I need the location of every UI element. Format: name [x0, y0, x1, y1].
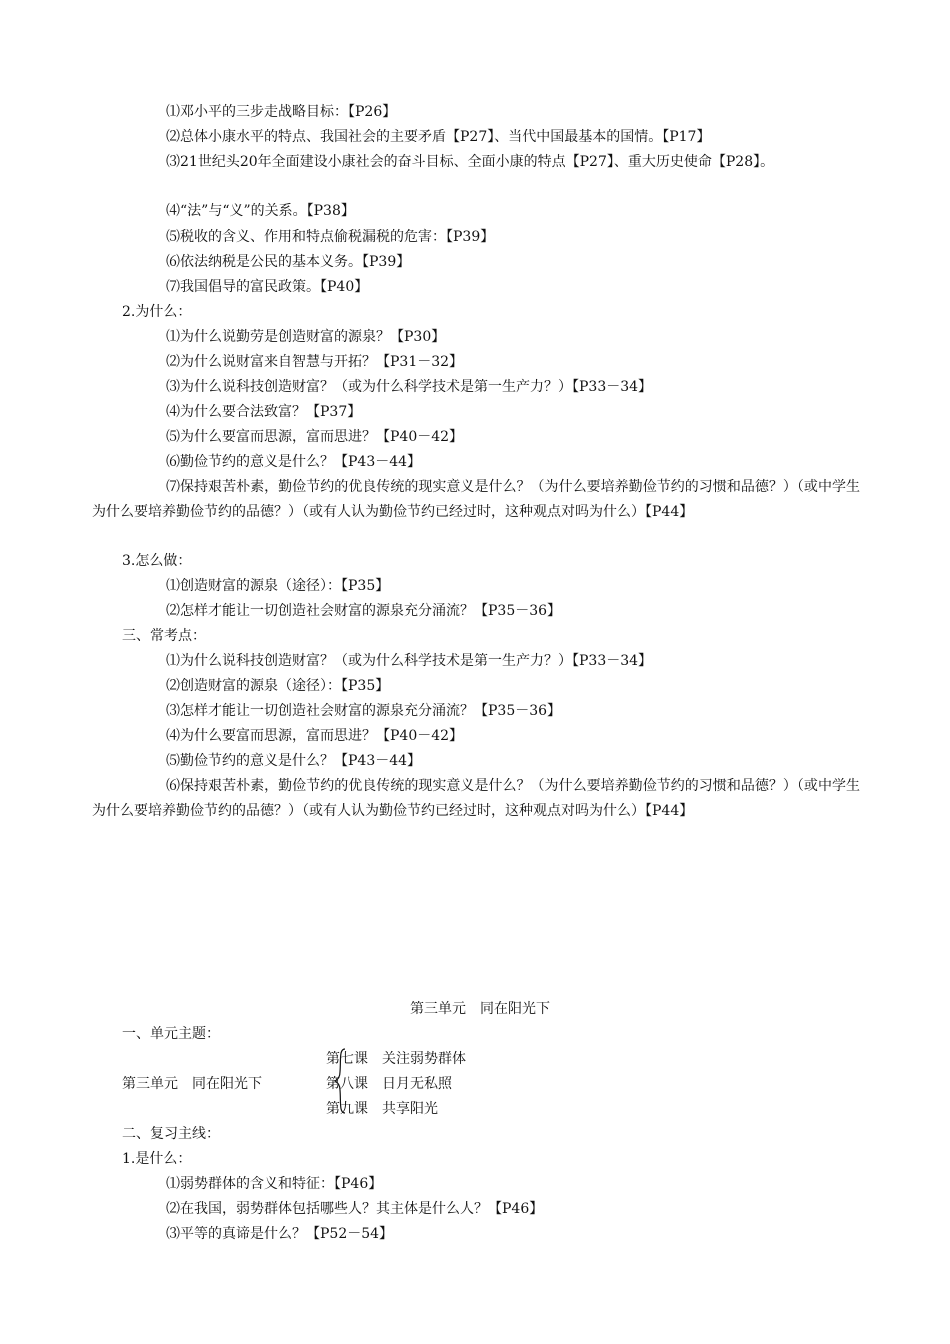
lesson-item: 第七课 关注弱势群体 [326, 1051, 466, 1067]
list-item: ⑵为什么说财富来自智慧与开拓？【P31－32】 [166, 354, 464, 370]
list-item: ⑵在我国，弱势群体包括哪些人？其主体是什么人？【P46】 [166, 1201, 544, 1217]
theme-heading: 一、单元主题： [122, 1026, 220, 1042]
review-heading: 二、复习主线： [122, 1126, 220, 1142]
list-item: ⑴为什么说勤劳是创造财富的源泉？【P30】 [166, 329, 446, 345]
list-item: ⑹依法纳税是公民的基本义务。【P39】 [166, 254, 411, 270]
unit-label: 第三单元 同在阳光下 [122, 1076, 262, 1092]
list-item: ⑴创造财富的源泉（途径）：【P35】 [166, 578, 390, 594]
list-item: ⑵怎样才能让一切创造社会财富的源泉充分涌流？【P35－36】 [166, 603, 562, 619]
list-item: ⑺保持艰苦朴素，勤俭节约的优良传统的现实意义是什么？（为什么要培养勤俭节约的习惯和品德？）（或中学生为什么要培养勤俭节约的品德？）（或有人认为勤俭节约已经过时，这种观点对吗为什么）【P44】 [92, 479, 860, 520]
list-item: ⑴邓小平的三步走战略目标：【P26】 [166, 104, 397, 120]
lesson-item: 第八课 日月无私照 [326, 1076, 452, 1092]
list-item: ⑸勤俭节约的意义是什么？【P43－44】 [166, 753, 422, 769]
list-item: ⑶21世纪头20年全面建设小康社会的奋斗目标、全面小康的特点【P27】、重大历史使命【P28】。 [166, 154, 775, 170]
what-heading: 1.是什么： [122, 1151, 192, 1167]
list-item: ⑴为什么说科技创造财富？（或为什么科学技术是第一生产力？）【P33－34】 [166, 653, 653, 669]
list-item: ⑷“法”与“义”的关系。【P38】 [166, 203, 355, 219]
list-item: ⑵创造财富的源泉（途径）：【P35】 [166, 678, 390, 694]
list-item: ⑵总体小康水平的特点、我国社会的主要矛盾【P27】、当代中国最基本的国情。【P17】 [166, 129, 711, 145]
list-item: ⑺我国倡导的富民政策。【P40】 [166, 279, 369, 295]
list-item: ⑶平等的真谛是什么？【P52－54】 [166, 1226, 394, 1242]
list-item: ⑶怎样才能让一切创造社会财富的源泉充分涌流？【P35－36】 [166, 703, 562, 719]
list-item: ⑷为什么要合法致富？【P37】 [166, 404, 362, 420]
section-heading-common: 三、常考点： [122, 628, 206, 644]
list-item: ⑹勤俭节约的意义是什么？【P43－44】 [166, 454, 422, 470]
list-item: ⑹保持艰苦朴素，勤俭节约的优良传统的现实意义是什么？（为什么要培养勤俭节约的习惯和品德？）（或中学生为什么要培养勤俭节约的品德？）（或有人认为勤俭节约已经过时，这种观点对吗为什么）【P44】 [92, 778, 860, 819]
list-item: ⑸税收的含义、作用和特点偷税漏税的危害：【P39】 [166, 229, 495, 245]
unit-title: 第三单元 同在阳光下 [410, 1001, 550, 1017]
section-heading-how: 3.怎么做： [122, 553, 192, 569]
list-item: ⑸为什么要富而思源，富而思进？【P40－42】 [166, 429, 464, 445]
list-item: ⑶为什么说科技创造财富？（或为什么科学技术是第一生产力？）【P33－34】 [166, 379, 653, 395]
list-item: ⑴弱势群体的含义和特征：【P46】 [166, 1176, 383, 1192]
list-item: ⑷为什么要富而思源，富而思进？【P40－42】 [166, 728, 464, 744]
section-heading-why: 2.为什么： [122, 304, 192, 320]
lesson-item: 第九课 共享阳光 [326, 1101, 438, 1117]
